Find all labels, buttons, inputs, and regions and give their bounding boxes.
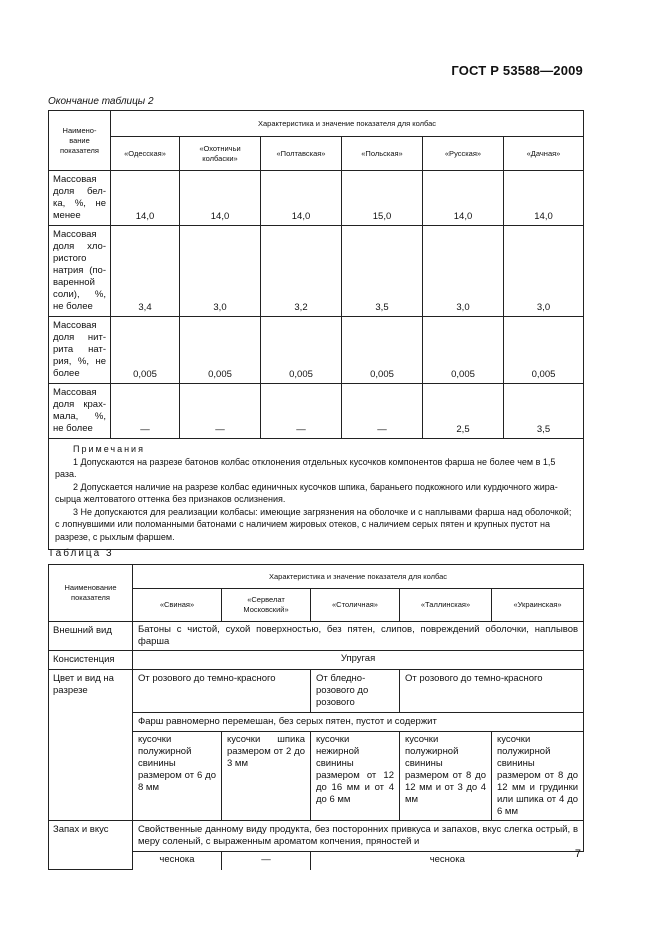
column-header: «Сервелат Московский» <box>222 589 311 622</box>
garlic-cell: чеснока <box>133 852 222 870</box>
row-label: Массовая доля крах- мала, %, не более <box>49 384 111 439</box>
value-cell: 0,005 <box>111 317 180 384</box>
value-cell: — <box>261 384 342 439</box>
table-row <box>49 384 584 439</box>
table-3 <box>48 564 584 870</box>
value-cell: 0,005 <box>504 317 584 384</box>
cut-cell: кусочки полужирной свинины размером от 8 до 12 мм и грудинки или шпика от 4 до 6 мм <box>492 732 584 821</box>
column-header: «Таллинская» <box>400 589 492 622</box>
table-row <box>49 226 584 317</box>
column-header: «Польская» <box>342 137 423 171</box>
note-item: 2 Допускается наличие на разрезе колбас единичных кусочков шпика, бараньего подкожного или курдючного жира-сырца желтоватого оттенка без признаков ослизнения. <box>55 481 558 504</box>
note-item: 1 Допускаются на разрезе батонов колбас отклонения отдельных кусочков компонентов фарша не более чем в 1,5 раза. <box>55 456 556 479</box>
row-label: Массовая доля бел- ка, %, не менее <box>49 171 111 226</box>
table-row <box>49 171 584 226</box>
value-cell: 2,5 <box>423 384 504 439</box>
value-cell: 14,0 <box>180 171 261 226</box>
value-cell: 3,0 <box>504 226 584 317</box>
group-header: Характеристика и значение показателя для колбас <box>133 565 584 589</box>
param-header: Наименование показателя <box>49 565 133 622</box>
page-number: 7 <box>574 848 581 860</box>
dash-cell: — <box>222 852 311 870</box>
table-row <box>49 821 584 852</box>
column-header: «Свиная» <box>133 589 222 622</box>
cut-cell: кусочки полужирной свинины размером от 8 до 12 мм и от 3 до 4 мм <box>400 732 492 821</box>
color-cell: От бледно-розового до розового <box>311 670 400 713</box>
cut-common-text: Фарш равномерно перемешан, без серых пятен, пустот и содержит <box>133 713 584 732</box>
value-cell: 3,4 <box>111 226 180 317</box>
value-cell: 0,005 <box>180 317 261 384</box>
row-label: Запах и вкус <box>49 821 133 870</box>
row-label: Консистенция <box>49 651 133 670</box>
notes-title: Примечания <box>73 444 145 454</box>
value-cell: — <box>111 384 180 439</box>
group-header: Характеристика и значение показателя для колбас <box>111 111 584 137</box>
row-label: Цвет и вид на разрезе <box>49 670 133 821</box>
value-cell: 0,005 <box>342 317 423 384</box>
table-2 <box>48 110 584 550</box>
smell-text: Свойственные данному виду продукта, без посторонних привкуса и запахов, вкус слегка острый, в меру соленый, с выраженным ароматом копчения, пряностей и <box>133 821 584 852</box>
column-header: «Столичная» <box>311 589 400 622</box>
table-row <box>49 651 584 670</box>
value-cell: 0,005 <box>423 317 504 384</box>
value-cell: 3,0 <box>180 226 261 317</box>
param-header: Наимено- вание показателя <box>49 111 111 171</box>
value-cell: 15,0 <box>342 171 423 226</box>
color-cell: От розового до темно-красного <box>400 670 584 713</box>
value-cell: 0,005 <box>261 317 342 384</box>
table-row <box>49 317 584 384</box>
value-cell: 14,0 <box>423 171 504 226</box>
table-row <box>49 622 584 651</box>
column-header: «Одесская» <box>111 137 180 171</box>
value-cell: 3,5 <box>342 226 423 317</box>
cut-cell: кусочки нежирной свинины размером от 12 до 16 мм и от 4 до 6 мм <box>311 732 400 821</box>
row-label: Внешний вид <box>49 622 133 651</box>
column-header: «Дачная» <box>504 137 584 171</box>
consistency-text: Упругая <box>133 651 584 670</box>
column-header: «Полтавская» <box>261 137 342 171</box>
appearance-text: Батоны с чистой, сухой поверхностью, без пятен, слипов, повреждений оболочки, наплывов фарша <box>133 622 584 651</box>
column-header: «Украинская» <box>492 589 584 622</box>
table2-caption: Окончание таблицы 2 <box>48 96 154 107</box>
value-cell: 14,0 <box>261 171 342 226</box>
value-cell: 3,0 <box>423 226 504 317</box>
cut-cell: кусочки шпика размером от 2 до 3 мм <box>222 732 311 821</box>
row-label: Массовая доля нит- рита нат- рия, %, не более <box>49 317 111 384</box>
row-label: Массовая доля хло- ристого натрия (по- варенной соли), %, не более <box>49 226 111 317</box>
value-cell: — <box>342 384 423 439</box>
value-cell: 14,0 <box>111 171 180 226</box>
note-item: 3 Не допускаются для реализации колбасы: имеющие загрязнения на оболочке и с наплывами фарша над оболочкой; с лопнувшими или поломанными батонами с наличием жировых отеков, с наличием серых пятен и крупных пустот на разрезе, с рыхлым фаршем. <box>55 506 572 542</box>
value-cell: — <box>180 384 261 439</box>
column-header: «Русская» <box>423 137 504 171</box>
table3-caption: Таблица 3 <box>48 548 114 559</box>
value-cell: 3,5 <box>504 384 584 439</box>
garlic-cell: чеснока <box>311 852 584 870</box>
table-row <box>49 670 584 713</box>
value-cell: 3,2 <box>261 226 342 317</box>
color-cell: От розового до темно-красного <box>133 670 311 713</box>
standard-header: ГОСТ Р 53588—2009 <box>451 63 583 78</box>
cut-cell: кусочки полужирной свинины размером от 6 до 8 мм <box>133 732 222 821</box>
column-header: «Охотничьи колбаски» <box>180 137 261 171</box>
table-notes <box>49 439 584 550</box>
value-cell: 14,0 <box>504 171 584 226</box>
